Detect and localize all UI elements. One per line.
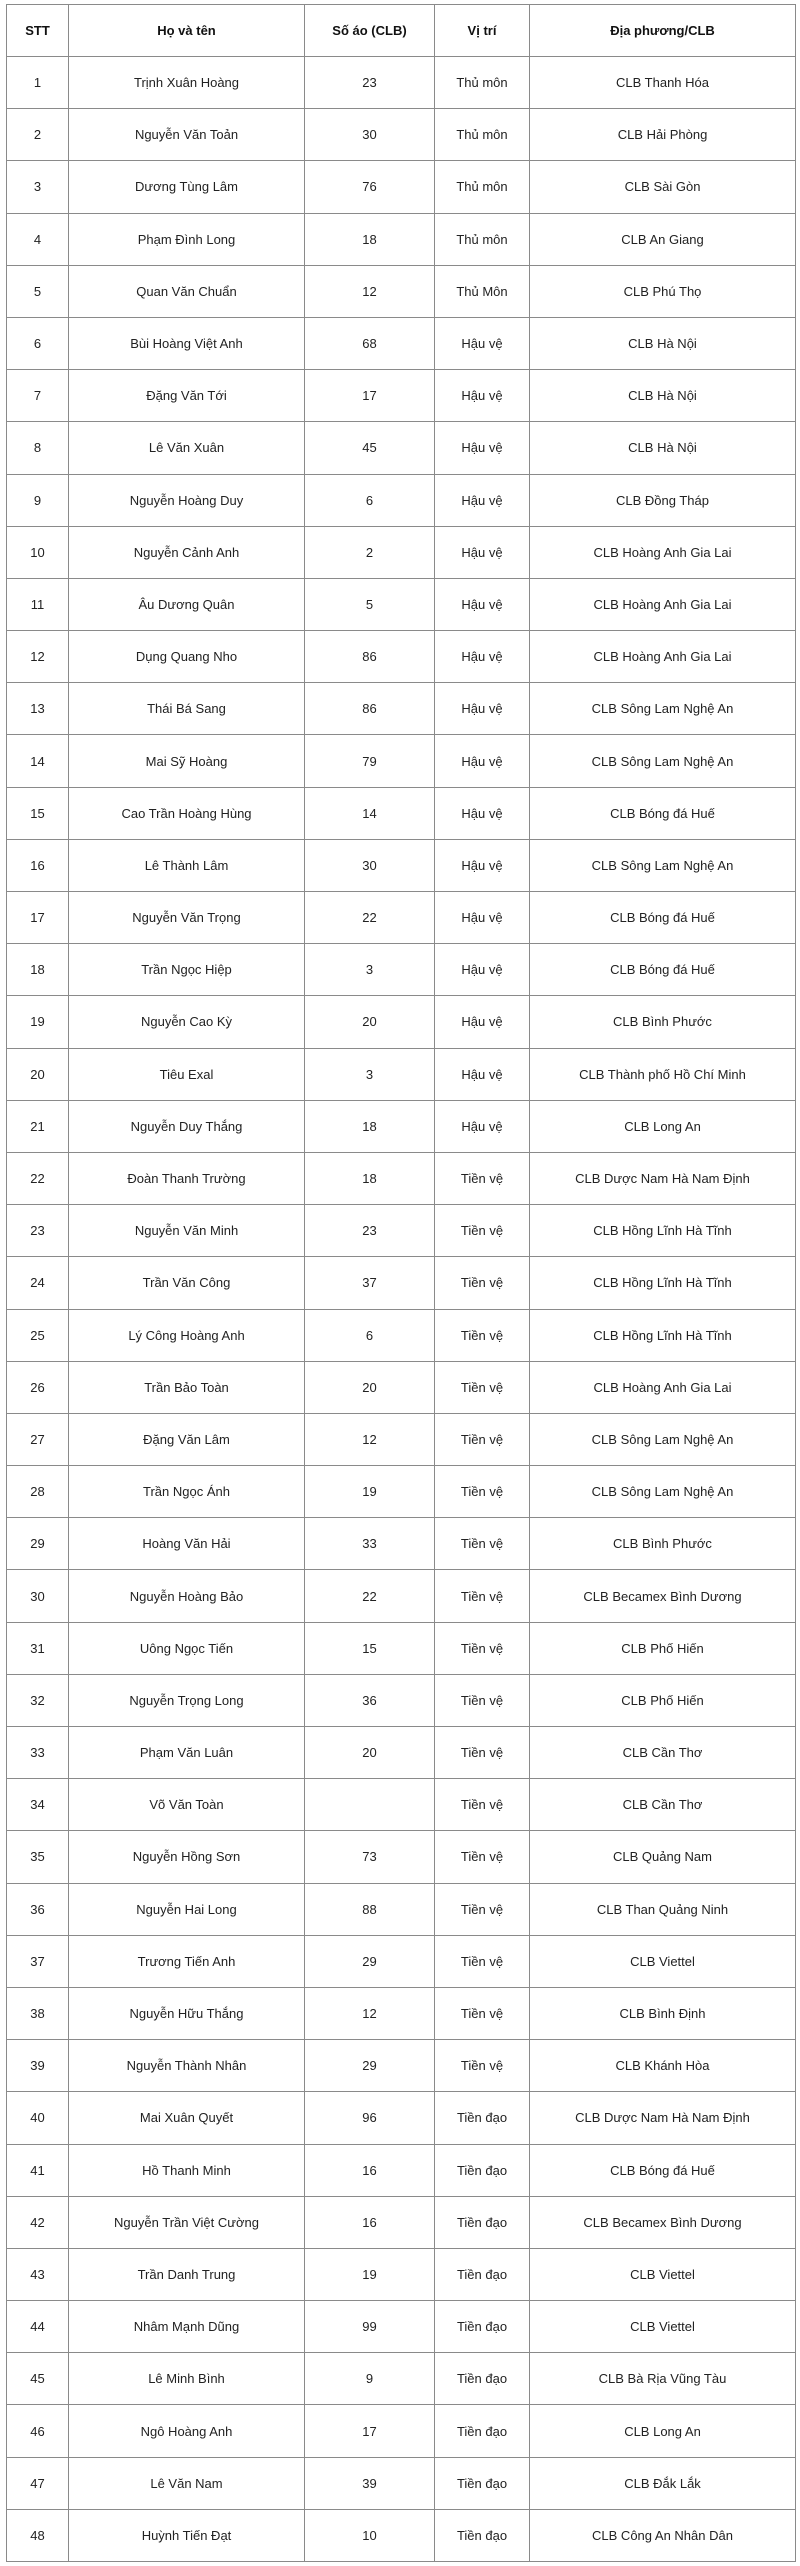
cell-shirt-number: 18 xyxy=(305,1100,435,1152)
cell-stt: 5 xyxy=(7,265,69,317)
header-name: Họ và tên xyxy=(69,5,305,57)
cell-shirt-number: 16 xyxy=(305,2144,435,2196)
cell-position: Tiền đạo xyxy=(435,2457,530,2509)
cell-name: Nguyễn Văn Toản xyxy=(69,109,305,161)
cell-shirt-number: 86 xyxy=(305,683,435,735)
cell-club: CLB Bà Rịa Vũng Tàu xyxy=(530,2353,796,2405)
cell-position: Hậu vệ xyxy=(435,1048,530,1100)
cell-shirt-number: 23 xyxy=(305,1205,435,1257)
cell-shirt-number: 30 xyxy=(305,839,435,891)
cell-position: Tiền đạo xyxy=(435,2509,530,2561)
cell-club: CLB Hồng Lĩnh Hà Tĩnh xyxy=(530,1309,796,1361)
cell-stt: 10 xyxy=(7,526,69,578)
cell-name: Uông Ngọc Tiến xyxy=(69,1622,305,1674)
cell-stt: 4 xyxy=(7,213,69,265)
cell-club: CLB Becamex Bình Dương xyxy=(530,2196,796,2248)
cell-position: Thủ môn xyxy=(435,109,530,161)
cell-name: Đoàn Thanh Trường xyxy=(69,1152,305,1204)
cell-club: CLB Bóng đá Huế xyxy=(530,944,796,996)
cell-club: CLB Hải Phòng xyxy=(530,109,796,161)
cell-position: Tiền đạo xyxy=(435,2405,530,2457)
cell-stt: 20 xyxy=(7,1048,69,1100)
cell-club: CLB Bóng đá Huế xyxy=(530,2144,796,2196)
table-row xyxy=(7,683,796,735)
cell-name: Cao Trần Hoàng Hùng xyxy=(69,787,305,839)
cell-club: CLB Hà Nội xyxy=(530,317,796,369)
cell-shirt-number: 10 xyxy=(305,2509,435,2561)
cell-club: CLB Long An xyxy=(530,2405,796,2457)
cell-shirt-number: 12 xyxy=(305,1987,435,2039)
cell-name: Trần Danh Trung xyxy=(69,2248,305,2300)
table-row xyxy=(7,1674,796,1726)
cell-position: Tiền vệ xyxy=(435,1779,530,1831)
cell-stt: 37 xyxy=(7,1935,69,1987)
cell-name: Nguyễn Văn Minh xyxy=(69,1205,305,1257)
table-row xyxy=(7,1622,796,1674)
cell-club: CLB Viettel xyxy=(530,2301,796,2353)
table-row xyxy=(7,1570,796,1622)
cell-name: Lê Văn Xuân xyxy=(69,422,305,474)
cell-name: Nguyễn Hoàng Bảo xyxy=(69,1570,305,1622)
cell-name: Nguyễn Cảnh Anh xyxy=(69,526,305,578)
table-row xyxy=(7,892,796,944)
cell-stt: 44 xyxy=(7,2301,69,2353)
table-row xyxy=(7,1048,796,1100)
table-row xyxy=(7,370,796,422)
cell-club: CLB Sông Lam Nghệ An xyxy=(530,1413,796,1465)
header-position: Vị trí xyxy=(435,5,530,57)
cell-name: Nguyễn Trọng Long xyxy=(69,1674,305,1726)
cell-stt: 3 xyxy=(7,161,69,213)
cell-club: CLB Sài Gòn xyxy=(530,161,796,213)
players-table xyxy=(6,4,796,2562)
cell-club: CLB Phố Hiến xyxy=(530,1674,796,1726)
cell-position: Hậu vệ xyxy=(435,787,530,839)
cell-stt: 40 xyxy=(7,2092,69,2144)
cell-shirt-number: 22 xyxy=(305,892,435,944)
table-row xyxy=(7,578,796,630)
cell-name: Quan Văn Chuẩn xyxy=(69,265,305,317)
cell-shirt-number: 3 xyxy=(305,1048,435,1100)
cell-position: Hậu vệ xyxy=(435,370,530,422)
cell-club: CLB Sông Lam Nghệ An xyxy=(530,683,796,735)
cell-shirt-number: 68 xyxy=(305,317,435,369)
cell-position: Tiền vệ xyxy=(435,1935,530,1987)
cell-position: Hậu vệ xyxy=(435,578,530,630)
cell-shirt-number: 9 xyxy=(305,2353,435,2405)
cell-stt: 1 xyxy=(7,57,69,109)
table-row xyxy=(7,474,796,526)
cell-stt: 34 xyxy=(7,1779,69,1831)
cell-stt: 8 xyxy=(7,422,69,474)
cell-name: Mai Xuân Quyết xyxy=(69,2092,305,2144)
table-row xyxy=(7,109,796,161)
table-row xyxy=(7,161,796,213)
cell-shirt-number: 29 xyxy=(305,2040,435,2092)
cell-name: Trần Ngọc Hiệp xyxy=(69,944,305,996)
cell-position: Tiền vệ xyxy=(435,1674,530,1726)
cell-stt: 18 xyxy=(7,944,69,996)
players-table-container xyxy=(6,4,795,2562)
cell-position: Tiền vệ xyxy=(435,1257,530,1309)
table-row xyxy=(7,317,796,369)
cell-shirt-number: 96 xyxy=(305,2092,435,2144)
table-header-row xyxy=(7,5,796,57)
cell-stt: 43 xyxy=(7,2248,69,2300)
cell-club: CLB Cần Thơ xyxy=(530,1727,796,1779)
cell-stt: 24 xyxy=(7,1257,69,1309)
cell-name: Âu Dương Quân xyxy=(69,578,305,630)
cell-stt: 23 xyxy=(7,1205,69,1257)
cell-name: Đặng Văn Tới xyxy=(69,370,305,422)
cell-name: Trần Bảo Toàn xyxy=(69,1361,305,1413)
cell-club: CLB Cần Thơ xyxy=(530,1779,796,1831)
cell-club: CLB Hà Nội xyxy=(530,422,796,474)
cell-position: Tiền vệ xyxy=(435,1518,530,1570)
cell-name: Thái Bá Sang xyxy=(69,683,305,735)
cell-club: CLB Bóng đá Huế xyxy=(530,892,796,944)
cell-name: Võ Văn Toàn xyxy=(69,1779,305,1831)
cell-name: Huỳnh Tiến Đạt xyxy=(69,2509,305,2561)
cell-stt: 42 xyxy=(7,2196,69,2248)
cell-position: Tiền vệ xyxy=(435,1413,530,1465)
table-row xyxy=(7,787,796,839)
cell-club: CLB Becamex Bình Dương xyxy=(530,1570,796,1622)
table-row xyxy=(7,2509,796,2561)
cell-stt: 41 xyxy=(7,2144,69,2196)
cell-shirt-number: 20 xyxy=(305,1361,435,1413)
cell-stt: 17 xyxy=(7,892,69,944)
cell-position: Thủ Môn xyxy=(435,265,530,317)
cell-stt: 16 xyxy=(7,839,69,891)
cell-position: Tiền vệ xyxy=(435,1309,530,1361)
cell-shirt-number: 19 xyxy=(305,1466,435,1518)
table-row xyxy=(7,526,796,578)
table-row xyxy=(7,1466,796,1518)
cell-shirt-number: 79 xyxy=(305,735,435,787)
table-row xyxy=(7,2092,796,2144)
header-shirt-number: Số áo (CLB) xyxy=(305,5,435,57)
cell-name: Lê Văn Nam xyxy=(69,2457,305,2509)
cell-position: Tiền đạo xyxy=(435,2248,530,2300)
cell-shirt-number: 19 xyxy=(305,2248,435,2300)
cell-shirt-number: 3 xyxy=(305,944,435,996)
table-row xyxy=(7,265,796,317)
cell-name: Đặng Văn Lâm xyxy=(69,1413,305,1465)
cell-shirt-number: 86 xyxy=(305,631,435,683)
cell-name: Dụng Quang Nho xyxy=(69,631,305,683)
cell-stt: 32 xyxy=(7,1674,69,1726)
cell-stt: 30 xyxy=(7,1570,69,1622)
cell-shirt-number xyxy=(305,1779,435,1831)
cell-position: Tiền vệ xyxy=(435,1987,530,2039)
cell-name: Hoàng Văn Hải xyxy=(69,1518,305,1570)
cell-stt: 15 xyxy=(7,787,69,839)
cell-name: Nguyễn Trần Việt Cường xyxy=(69,2196,305,2248)
table-row xyxy=(7,2405,796,2457)
cell-club: CLB An Giang xyxy=(530,213,796,265)
cell-shirt-number: 39 xyxy=(305,2457,435,2509)
cell-position: Tiền đạo xyxy=(435,2144,530,2196)
cell-club: CLB Hà Nội xyxy=(530,370,796,422)
table-row xyxy=(7,1987,796,2039)
table-row xyxy=(7,2040,796,2092)
cell-name: Bùi Hoàng Việt Anh xyxy=(69,317,305,369)
cell-position: Tiền vệ xyxy=(435,1205,530,1257)
cell-stt: 14 xyxy=(7,735,69,787)
cell-position: Hậu vệ xyxy=(435,735,530,787)
header-stt: STT xyxy=(7,5,69,57)
cell-stt: 9 xyxy=(7,474,69,526)
cell-club: CLB Bóng đá Huế xyxy=(530,787,796,839)
cell-stt: 35 xyxy=(7,1831,69,1883)
cell-shirt-number: 15 xyxy=(305,1622,435,1674)
table-row xyxy=(7,996,796,1048)
cell-shirt-number: 20 xyxy=(305,1727,435,1779)
cell-name: Nguyễn Hai Long xyxy=(69,1883,305,1935)
cell-position: Thủ môn xyxy=(435,213,530,265)
table-row xyxy=(7,839,796,891)
cell-club: CLB Phố Hiến xyxy=(530,1622,796,1674)
cell-club: CLB Thanh Hóa xyxy=(530,57,796,109)
cell-position: Tiền đạo xyxy=(435,2196,530,2248)
cell-club: CLB Hoàng Anh Gia Lai xyxy=(530,631,796,683)
cell-stt: 28 xyxy=(7,1466,69,1518)
cell-name: Hồ Thanh Minh xyxy=(69,2144,305,2196)
cell-club: CLB Thành phố Hồ Chí Minh xyxy=(530,1048,796,1100)
cell-stt: 48 xyxy=(7,2509,69,2561)
cell-club: CLB Hoàng Anh Gia Lai xyxy=(530,1361,796,1413)
cell-name: Trương Tiến Anh xyxy=(69,1935,305,1987)
cell-name: Trần Ngọc Ánh xyxy=(69,1466,305,1518)
cell-position: Hậu vệ xyxy=(435,631,530,683)
cell-position: Hậu vệ xyxy=(435,683,530,735)
cell-position: Thủ môn xyxy=(435,161,530,213)
cell-shirt-number: 45 xyxy=(305,422,435,474)
cell-position: Hậu vệ xyxy=(435,1100,530,1152)
cell-club: CLB Sông Lam Nghệ An xyxy=(530,735,796,787)
cell-position: Hậu vệ xyxy=(435,474,530,526)
cell-position: Hậu vệ xyxy=(435,422,530,474)
cell-club: CLB Viettel xyxy=(530,1935,796,1987)
cell-shirt-number: 17 xyxy=(305,370,435,422)
cell-name: Nhâm Mạnh Dũng xyxy=(69,2301,305,2353)
table-row xyxy=(7,944,796,996)
cell-stt: 46 xyxy=(7,2405,69,2457)
cell-stt: 29 xyxy=(7,1518,69,1570)
cell-name: Lý Công Hoàng Anh xyxy=(69,1309,305,1361)
cell-shirt-number: 30 xyxy=(305,109,435,161)
cell-club: CLB Sông Lam Nghệ An xyxy=(530,1466,796,1518)
cell-position: Hậu vệ xyxy=(435,892,530,944)
cell-club: CLB Than Quảng Ninh xyxy=(530,1883,796,1935)
cell-position: Tiền đạo xyxy=(435,2301,530,2353)
cell-stt: 39 xyxy=(7,2040,69,2092)
cell-stt: 38 xyxy=(7,1987,69,2039)
table-body xyxy=(7,57,796,2562)
cell-name: Lê Minh Bình xyxy=(69,2353,305,2405)
cell-club: CLB Bình Phước xyxy=(530,1518,796,1570)
cell-name: Nguyễn Cao Kỳ xyxy=(69,996,305,1048)
cell-club: CLB Hồng Lĩnh Hà Tĩnh xyxy=(530,1205,796,1257)
cell-position: Tiền vệ xyxy=(435,1466,530,1518)
table-row xyxy=(7,1727,796,1779)
table-row xyxy=(7,422,796,474)
cell-shirt-number: 2 xyxy=(305,526,435,578)
cell-name: Phạm Văn Luân xyxy=(69,1727,305,1779)
header-club: Địa phương/CLB xyxy=(530,5,796,57)
cell-position: Tiền đạo xyxy=(435,2353,530,2405)
cell-shirt-number: 73 xyxy=(305,1831,435,1883)
cell-name: Nguyễn Hồng Sơn xyxy=(69,1831,305,1883)
cell-position: Tiền vệ xyxy=(435,1727,530,1779)
cell-club: CLB Quảng Nam xyxy=(530,1831,796,1883)
cell-shirt-number: 36 xyxy=(305,1674,435,1726)
cell-position: Hậu vệ xyxy=(435,944,530,996)
cell-stt: 25 xyxy=(7,1309,69,1361)
cell-stt: 22 xyxy=(7,1152,69,1204)
cell-stt: 6 xyxy=(7,317,69,369)
table-row xyxy=(7,1883,796,1935)
table-row xyxy=(7,2457,796,2509)
table-row xyxy=(7,2196,796,2248)
cell-club: CLB Công An Nhân Dân xyxy=(530,2509,796,2561)
cell-stt: 2 xyxy=(7,109,69,161)
table-row xyxy=(7,213,796,265)
cell-stt: 7 xyxy=(7,370,69,422)
cell-shirt-number: 76 xyxy=(305,161,435,213)
cell-name: Nguyễn Thành Nhân xyxy=(69,2040,305,2092)
table-row xyxy=(7,1100,796,1152)
cell-stt: 47 xyxy=(7,2457,69,2509)
cell-position: Tiền vệ xyxy=(435,1152,530,1204)
table-row xyxy=(7,1309,796,1361)
cell-club: CLB Khánh Hòa xyxy=(530,2040,796,2092)
cell-name: Dương Tùng Lâm xyxy=(69,161,305,213)
cell-name: Nguyễn Văn Trọng xyxy=(69,892,305,944)
cell-position: Hậu vệ xyxy=(435,839,530,891)
cell-club: CLB Hoàng Anh Gia Lai xyxy=(530,526,796,578)
cell-position: Tiền vệ xyxy=(435,1361,530,1413)
cell-name: Lê Thành Lâm xyxy=(69,839,305,891)
cell-position: Hậu vệ xyxy=(435,996,530,1048)
cell-name: Trần Văn Công xyxy=(69,1257,305,1309)
cell-shirt-number: 17 xyxy=(305,2405,435,2457)
cell-shirt-number: 29 xyxy=(305,1935,435,1987)
cell-name: Nguyễn Hoàng Duy xyxy=(69,474,305,526)
cell-club: CLB Viettel xyxy=(530,2248,796,2300)
cell-name: Tiêu Exal xyxy=(69,1048,305,1100)
cell-position: Hậu vệ xyxy=(435,317,530,369)
table-row xyxy=(7,2248,796,2300)
cell-shirt-number: 88 xyxy=(305,1883,435,1935)
table-row xyxy=(7,1935,796,1987)
cell-name: Ngô Hoàng Anh xyxy=(69,2405,305,2457)
cell-shirt-number: 20 xyxy=(305,996,435,1048)
table-row xyxy=(7,631,796,683)
cell-shirt-number: 22 xyxy=(305,1570,435,1622)
cell-shirt-number: 37 xyxy=(305,1257,435,1309)
cell-stt: 31 xyxy=(7,1622,69,1674)
cell-stt: 45 xyxy=(7,2353,69,2405)
cell-position: Tiền vệ xyxy=(435,1883,530,1935)
cell-stt: 26 xyxy=(7,1361,69,1413)
cell-shirt-number: 16 xyxy=(305,2196,435,2248)
table-row xyxy=(7,1831,796,1883)
cell-position: Tiền vệ xyxy=(435,1622,530,1674)
cell-club: CLB Hoàng Anh Gia Lai xyxy=(530,578,796,630)
cell-stt: 21 xyxy=(7,1100,69,1152)
cell-shirt-number: 12 xyxy=(305,1413,435,1465)
table-row xyxy=(7,1361,796,1413)
table-row xyxy=(7,1257,796,1309)
cell-shirt-number: 6 xyxy=(305,1309,435,1361)
cell-club: CLB Hồng Lĩnh Hà Tĩnh xyxy=(530,1257,796,1309)
cell-stt: 13 xyxy=(7,683,69,735)
cell-name: Nguyễn Hữu Thắng xyxy=(69,1987,305,2039)
cell-position: Tiền vệ xyxy=(435,2040,530,2092)
cell-club: CLB Đồng Tháp xyxy=(530,474,796,526)
cell-club: CLB Dược Nam Hà Nam Định xyxy=(530,2092,796,2144)
cell-stt: 27 xyxy=(7,1413,69,1465)
cell-position: Thủ môn xyxy=(435,57,530,109)
cell-position: Hậu vệ xyxy=(435,526,530,578)
cell-name: Trịnh Xuân Hoàng xyxy=(69,57,305,109)
cell-position: Tiền vệ xyxy=(435,1831,530,1883)
table-row xyxy=(7,2144,796,2196)
table-row xyxy=(7,2353,796,2405)
cell-shirt-number: 18 xyxy=(305,213,435,265)
cell-stt: 19 xyxy=(7,996,69,1048)
table-row xyxy=(7,1205,796,1257)
cell-shirt-number: 18 xyxy=(305,1152,435,1204)
cell-stt: 36 xyxy=(7,1883,69,1935)
cell-club: CLB Đắk Lắk xyxy=(530,2457,796,2509)
cell-name: Nguyễn Duy Thắng xyxy=(69,1100,305,1152)
cell-shirt-number: 14 xyxy=(305,787,435,839)
cell-name: Phạm Đình Long xyxy=(69,213,305,265)
cell-shirt-number: 23 xyxy=(305,57,435,109)
cell-shirt-number: 6 xyxy=(305,474,435,526)
cell-shirt-number: 5 xyxy=(305,578,435,630)
table-row xyxy=(7,1779,796,1831)
cell-club: CLB Sông Lam Nghệ An xyxy=(530,839,796,891)
cell-stt: 12 xyxy=(7,631,69,683)
table-row xyxy=(7,1518,796,1570)
table-row xyxy=(7,1413,796,1465)
cell-position: Tiền vệ xyxy=(435,1570,530,1622)
cell-stt: 33 xyxy=(7,1727,69,1779)
cell-club: CLB Bình Định xyxy=(530,1987,796,2039)
cell-position: Tiền đạo xyxy=(435,2092,530,2144)
table-row xyxy=(7,1152,796,1204)
table-row xyxy=(7,735,796,787)
table-row xyxy=(7,57,796,109)
cell-shirt-number: 99 xyxy=(305,2301,435,2353)
cell-club: CLB Phú Thọ xyxy=(530,265,796,317)
cell-club: CLB Dược Nam Hà Nam Định xyxy=(530,1152,796,1204)
cell-stt: 11 xyxy=(7,578,69,630)
cell-name: Mai Sỹ Hoàng xyxy=(69,735,305,787)
cell-shirt-number: 12 xyxy=(305,265,435,317)
cell-club: CLB Long An xyxy=(530,1100,796,1152)
table-row xyxy=(7,2301,796,2353)
cell-shirt-number: 33 xyxy=(305,1518,435,1570)
cell-club: CLB Bình Phước xyxy=(530,996,796,1048)
